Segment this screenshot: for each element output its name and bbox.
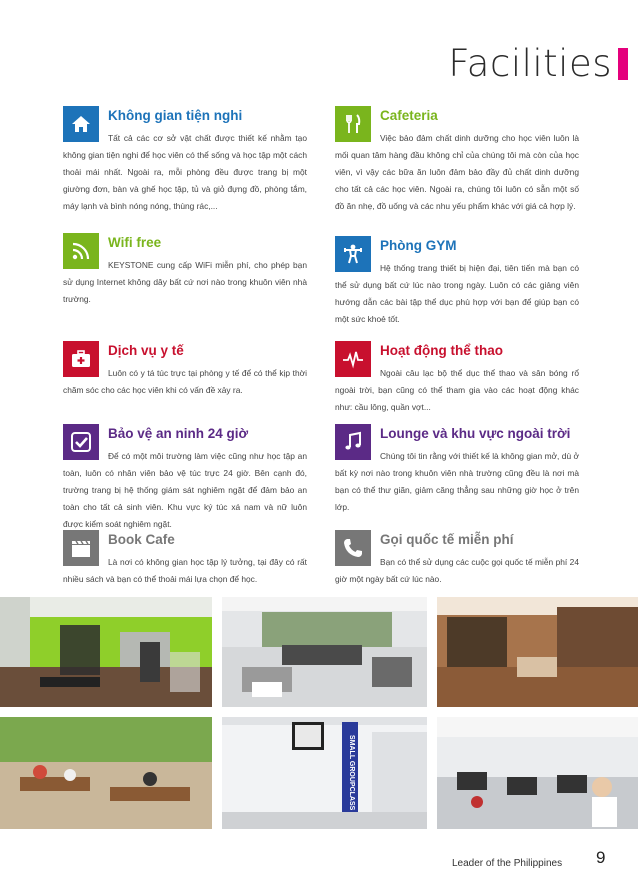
hallway-sign: SMALL GROUPCLASS bbox=[348, 735, 355, 811]
facility-text: Bạn có thể sử dụng các cuộc gọi quốc tế miễn phí 24 giờ một ngày bất cứ lúc nào. bbox=[335, 557, 579, 584]
facility-text: KEYSTONE cung cấp WiFi miễn phí, cho phép bạn sử dụng Internet không dây bất cứ nơi nào trong khuôn viên nhà trường. bbox=[63, 260, 307, 304]
facility-title: Book Cafe bbox=[108, 532, 175, 547]
title-accent-bar bbox=[618, 48, 628, 80]
page-number: 9 bbox=[596, 848, 606, 867]
facility-title: Wifi free bbox=[108, 235, 162, 250]
facility-text: Luôn có y tá túc trực tại phòng y tế để có thể kịp thời chăm sóc cho các học viên khi có vấn đề xảy ra. bbox=[63, 368, 307, 395]
facility-title: Không gian tiện nghi bbox=[108, 108, 243, 123]
facility-title: Hoạt động thể thao bbox=[380, 343, 503, 358]
facility-text: Là nơi có không gian học tập lý tưởng, tại đây có rất nhiều sách và bạn có thể thoải mái lựa chọn để học. bbox=[63, 557, 307, 584]
facility-text: Để có một môi trường làm việc cũng như học tập an toàn, luôn có nhân viên bảo vệ túc trực 24 giờ. Bên cạnh đó, trường trang bị hệ thống giám sát nghiêm ngặt để đảm bảo an toàn cho tất cả sinh viên. Khu vực ký túc xá nam và nữ luôn được kiểm soát nghiêm ngặt. bbox=[63, 451, 307, 529]
hallway-photo bbox=[222, 717, 427, 829]
facility-text: Việc bảo đảm chất dinh dưỡng cho học viên luôn là mối quan tâm hàng đầu không chỉ của chúng tôi mà còn của học viên, vì vậy các bữa ăn luôn đảm bảo đầy đủ chất dinh dưỡng cho tất cả các học viên. Ngoài ra, chúng tôi luôn có sẵn một số đồ ăn nhẹ, đồ uống và các nhu yếu phẩm khác với giá cả hợp lý. bbox=[335, 133, 579, 211]
facility-text: Ngoài câu lạc bộ thể dục thể thao và sân bóng rổ ngoài trời, bạn cũng có thể tham gia vào các hoạt động khác như: cầu lông, quần vợt... bbox=[335, 368, 579, 412]
facility-text: Hệ thống trang thiết bị hiện đại, tiên tiến mà bạn có thể sử dụng bất cứ lúc nào trong ngày. Luôn có các giảng viên hướng dẫn các bài tập thể dục phù hợp với bạn để giúp bạn có một sức khoẻ tốt. bbox=[335, 263, 579, 324]
facility-text: Tất cả các cơ sở vật chất được thiết kế nhằm tạo không gian tiện nghi để học viên có thể sống và học tập một cách thoải mái nhất. Ngoài ra, mỗi phòng đều được trang bị một giường đơn, bàn và ghế học tập, tủ và giỏ đựng đồ, phòng tắm, máy lạnh và bình nóng nóng, thùng rác,... bbox=[63, 133, 307, 211]
computer-room-photo bbox=[437, 717, 638, 829]
facility-title: Lounge và khu vực ngoài trời bbox=[380, 426, 571, 441]
facility-title: Dịch vụ y tế bbox=[108, 343, 184, 358]
facility-title: Cafeteria bbox=[380, 108, 438, 123]
library-photo bbox=[437, 597, 638, 707]
facility-title: Bảo vệ an ninh 24 giờ bbox=[108, 426, 249, 441]
cafeteria-photo bbox=[0, 717, 212, 829]
facility-title: Phòng GYM bbox=[380, 238, 457, 253]
footer-tagline: Leader of the Philippines bbox=[452, 858, 563, 869]
facility-text: Chúng tôi tin rằng với thiết kế là không gian mở, dù ở bất kỳ nơi nào trong khuôn viên nhà trường cũng đều là nơi mà bạn có thể thư giãn, giảm căng thẳng sau những giờ học ở trên lớp. bbox=[335, 451, 579, 512]
office-photo bbox=[222, 597, 427, 707]
page-title: Facilities bbox=[448, 42, 612, 85]
facility-title: Gọi quốc tế miễn phí bbox=[380, 532, 514, 547]
gym-photo bbox=[0, 597, 212, 707]
